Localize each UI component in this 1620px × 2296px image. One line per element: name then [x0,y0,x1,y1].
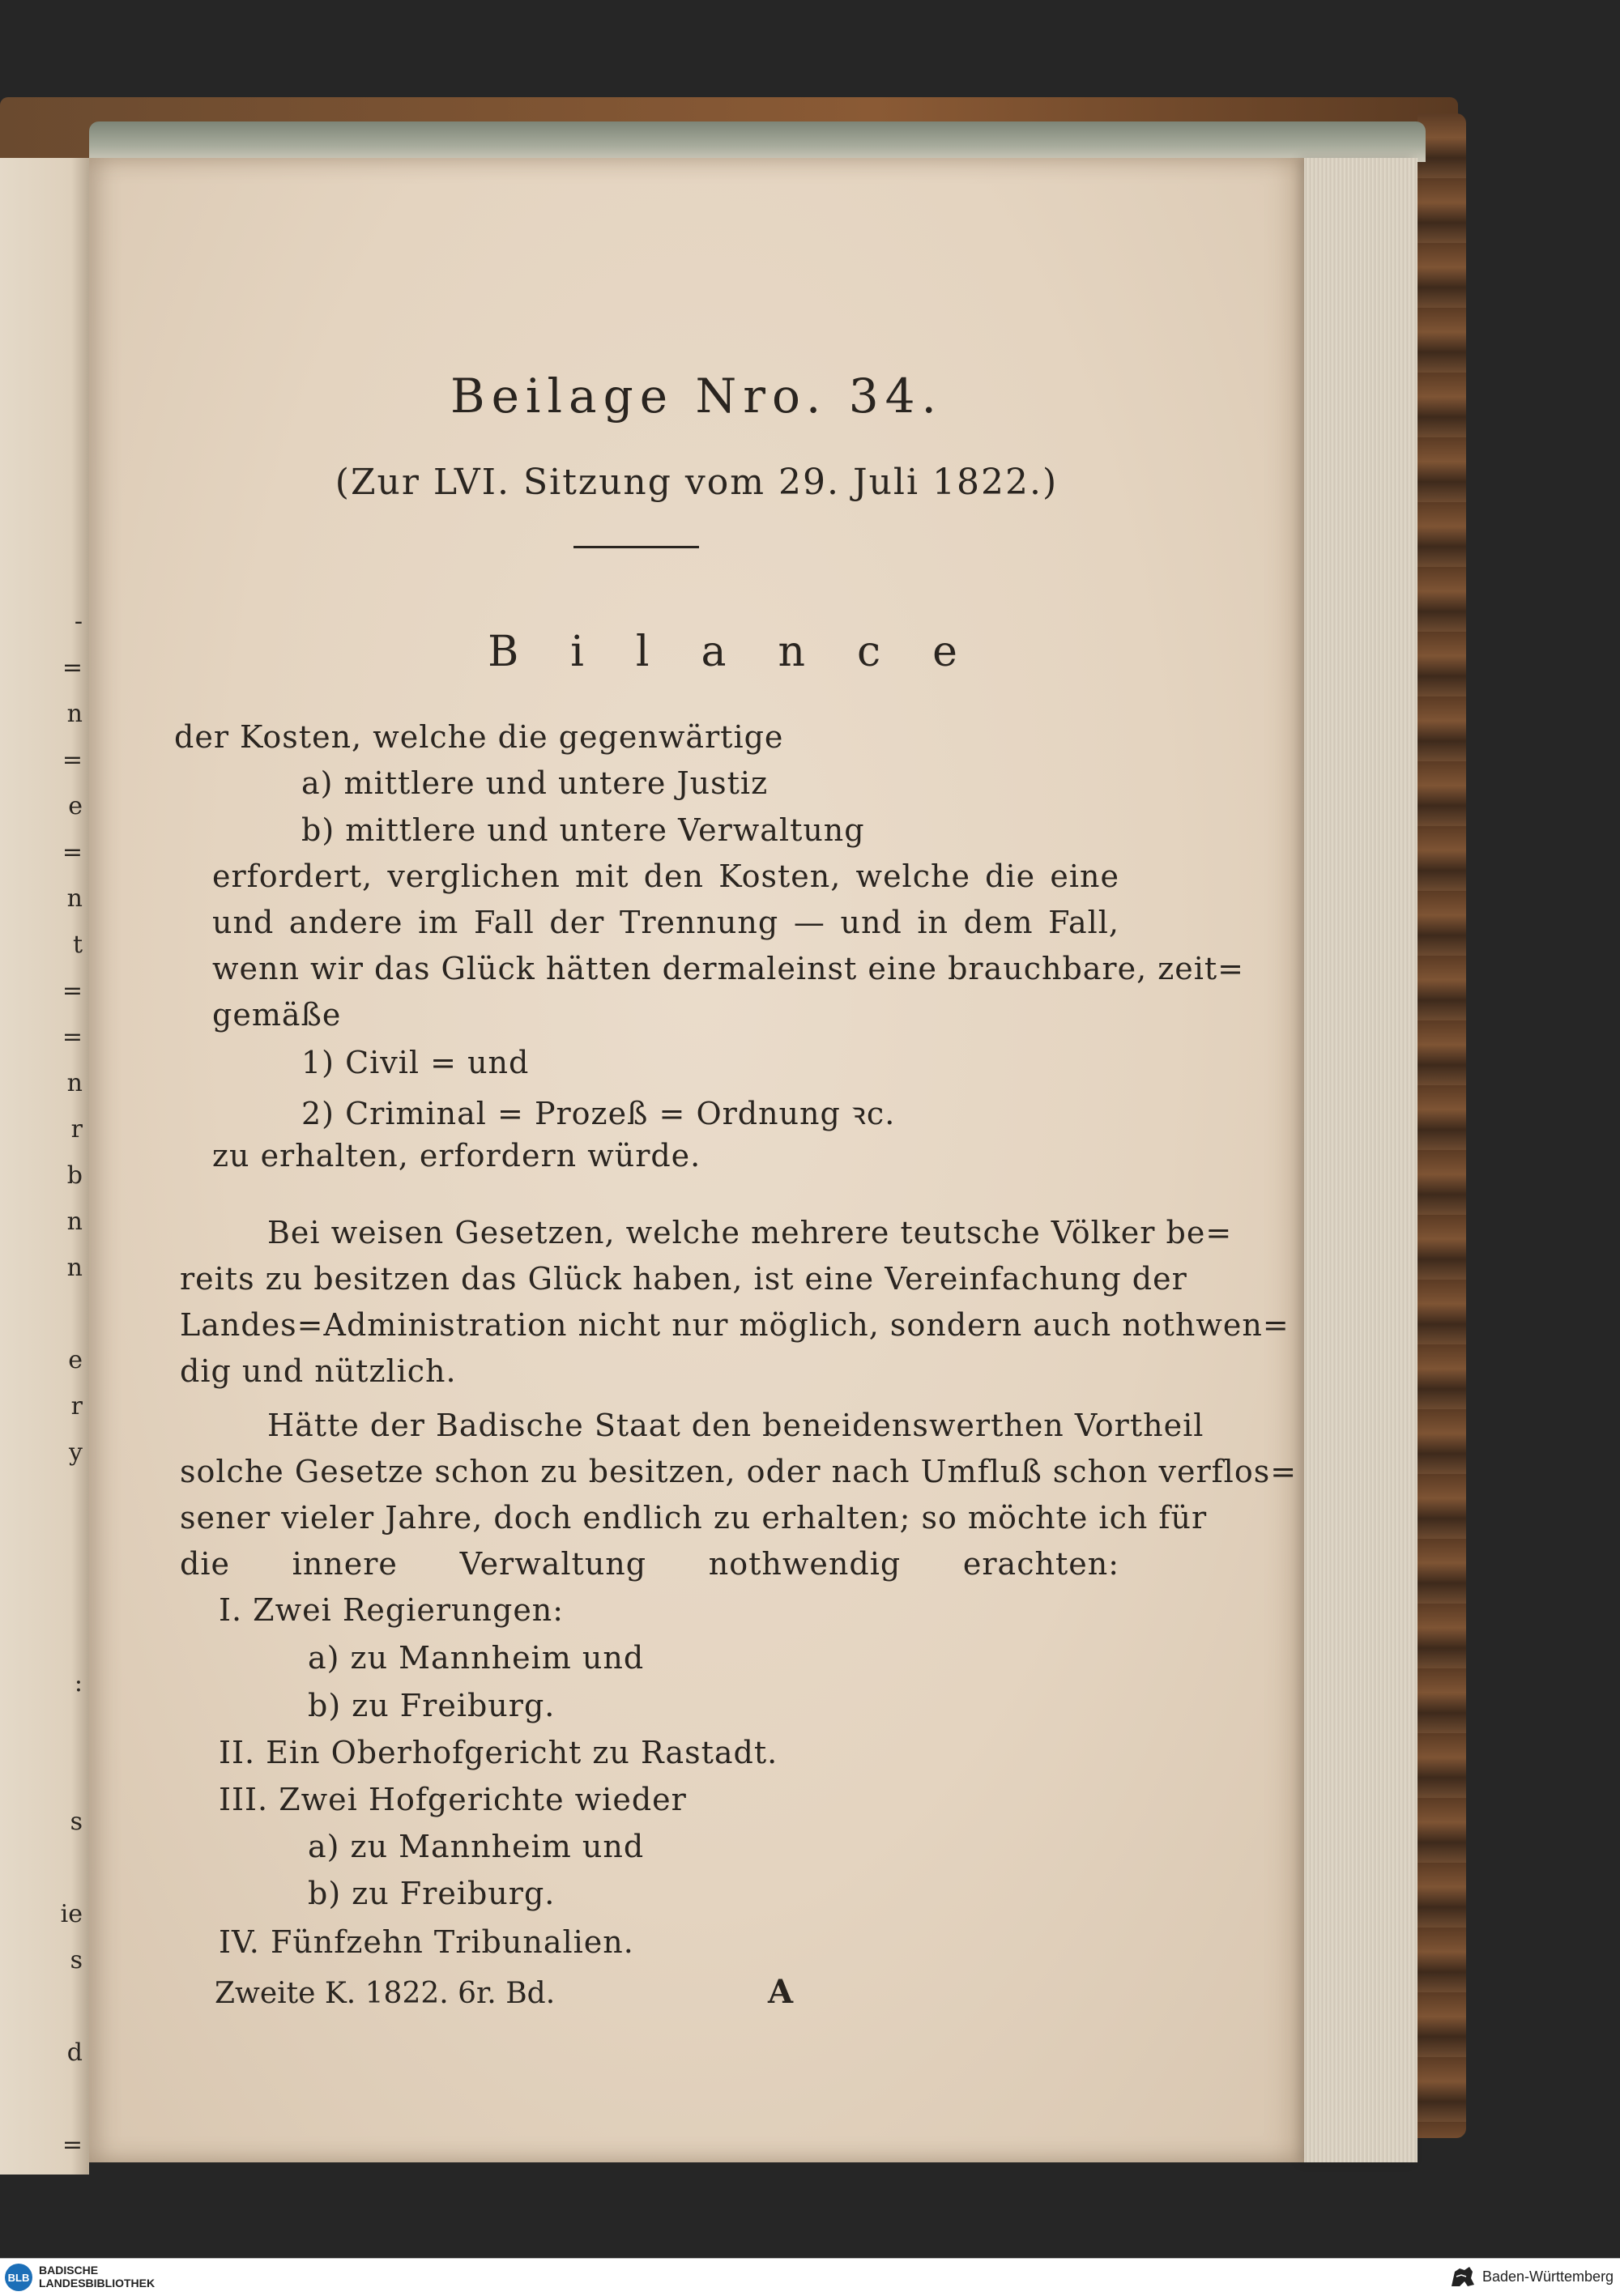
list-item: II. Ein Oberhofgericht zu Rastadt. [219,1735,778,1770]
page-footer: Zweite K. 1822. 6r. Bd. [215,1977,556,2010]
text-line: b) mittlere und untere Verwaltung [301,812,865,848]
left-page-fragment [0,1291,83,1337]
left-page-fragment: n [66,700,83,728]
left-page-fragment: t [72,931,83,959]
left-page-fragment [0,1522,83,1568]
text-line: der Kosten, welche die gegenwärtige [174,719,784,755]
paragraph-line: sener vieler Jahre, doch endlich zu erhalten; so möchte ich für [180,1500,1208,1536]
left-page-fragment [0,1845,83,1891]
left-page-fragment [0,1568,83,1614]
left-page-fragment: e [68,1346,83,1374]
signature-mark: A [768,1973,794,2011]
left-page-fragment: - [74,607,83,636]
left-page-fragment: = [62,977,83,1005]
left-page-fragment: s [70,1808,83,1836]
left-page-fragment: n [66,1069,83,1097]
left-page-fragment: n [66,1254,83,1282]
text-line: 1) Civil = und [301,1045,530,1080]
left-page-fragment [0,1706,83,1753]
paragraph-line: solche Gesetze schon zu besitzen, oder nach Umfluß schon verflos= [180,1454,1298,1489]
left-page-fragment: b [66,1161,83,1190]
left-page-fragment: = [62,2131,83,2159]
list-item: IV. Fünfzehn Tribunalien. [219,1924,634,1960]
list-item: a) zu Mannheim und [308,1640,645,1676]
list-item: I. Zwei Regierungen: [219,1592,565,1628]
left-page-fragment: d [66,2038,83,2067]
left-page-fragment: r [70,1392,83,1421]
left-page-fragment [0,2076,83,2122]
left-page [0,158,89,2175]
left-page-fragment: n [66,884,83,913]
left-page-fragment [0,552,83,598]
left-page-fragment [0,506,83,552]
page-heading: Beilage Nro. 34. [450,368,943,424]
left-page-fragment [0,1614,83,1660]
left-page-fragment: = [62,1023,83,1051]
text-line: wenn wir das Glück hätten dermaleinst eine brauchbare, zeit= [212,951,1245,986]
left-page-fragment [0,1476,83,1522]
paragraph-line: Landes=Administration nicht nur möglich, sondern auch nothwen= [180,1307,1290,1343]
left-page-fragment: e [68,792,83,820]
text-line: zu erhalten, erfordern würde. [212,1138,701,1174]
left-page-fragment: = [62,838,83,867]
document-title: Bilance [488,628,1009,676]
left-page-fragment: n [66,1208,83,1236]
page-block-edges [1304,158,1418,2162]
list-item: a) zu Mannheim und [308,1829,645,1864]
paragraph-line: Hätte der Badische Staat den beneidenswerthen Vortheil [267,1408,1204,1443]
left-page-fragment: = [62,746,83,774]
left-page-fragment: : [74,1669,83,1698]
attribution-bar [0,2258,1620,2296]
text-line: und andere im Fall der Trennung — und in dem Fall, [212,905,1119,940]
left-page-fragment: ie [60,1900,83,1928]
left-page-fragment [0,2168,83,2175]
left-page-fragment: = [62,654,83,682]
list-item: III. Zwei Hofgerichte wieder [219,1782,687,1817]
left-page-fragments [0,506,89,2175]
page-edge-top [89,121,1426,162]
left-page-fragment [0,1753,83,1799]
list-item: b) zu Freiburg. [308,1688,556,1723]
paragraph-line: dig und nützlich. [180,1353,457,1389]
left-page-fragment [0,1983,83,2030]
text-line: gemäße [212,997,342,1033]
paragraph-line: Bei weisen Gesetzen, welche mehrere teutsche Völker be= [267,1215,1233,1250]
left-page-fragment: y [69,1438,83,1467]
paragraph-line: die innere Verwaltung nothwendig erachten: [180,1546,1119,1582]
list-item: b) zu Freiburg. [308,1876,556,1911]
state-label[interactable]: Baden-Württemberg [1482,2268,1614,2285]
session-line: (Zur LVI. Sitzung vom 29. Juli 1822.) [335,462,1059,503]
text-line: erfordert, verglichen mit den Kosten, welche die eine [212,858,1119,894]
paragraph-line: reits zu besitzen das Glück haben, ist eine Vereinfachung der [180,1261,1187,1297]
book-edge [1418,113,1466,2138]
library-name[interactable]: BADISCHE LANDESBIBLIOTHEK [39,2264,156,2290]
text-line: a) mittlere und untere Justiz [301,765,769,801]
baden-wuerttemberg-lion-icon [1448,2265,1477,2290]
text-line: 2) Criminal = Prozeß = Ordnung ꝛc. [301,1096,896,1131]
divider-rule [573,546,699,548]
left-page-fragment: s [70,1946,83,1974]
blb-logo-icon[interactable]: BLB [5,2264,32,2291]
left-page-fragment: r [70,1115,83,1144]
